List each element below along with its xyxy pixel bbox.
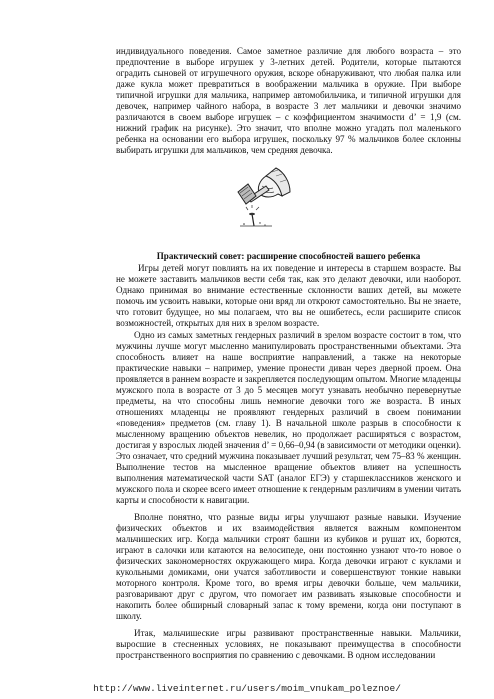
paragraph-play-skills: Вполне понятно, что разные виды игры улучшают разные навыки. Изучение физических объектов и их взаимодействия является важным компонентом мальчишеских игр. Когда мальчики строят башни из кубиков и рушат их, борются, играют в салочки или катаются на велосипеде, они постоянно узнают что-то новое о физических закономерностях окружающего мира. Когда девочки играют с куклами и кукольными домиками, они учатся заботливости и совершенствуют тонкие навыки моторного контроля. Кроме того, во время игры девочки больше, чем мальчики, разговаривают друг с другом, что помогает им развивать языковые способности и накопить более обширный словарный запас к тому времени, когда они поступают в школу. bbox=[116, 512, 461, 621]
source-url: http://www.liveinternet.ru/users/moim_vnukam_poleznoe/ bbox=[93, 683, 401, 694]
paragraph-boys-games: Итак, мальчишеские игры развивают пространственные навыки. Мальчики, выросшие в стесненных условиях, не показывают преимущества в способности пространственного восприятия по сравнению с девочками. В одном исследовании bbox=[116, 628, 461, 660]
paragraph-spatial-ability: Одно из самых заметных гендерных различий в зрелом возрасте состоит в том, что мужчины лучше могут мысленно манипулировать пространственными объектами. Эта способность влияет на наше восприятие направлений, а также на некоторые практические навыки – например, умение пронести диван через дверной проем. Она проявляется в раннем возрасте и закрепляется последующим опытом. Многие младенцы мужского пола в возрасте от 3 до 5 месяцев могут узнавать необычно перевернутые предметы, на что способны лишь немногие девочки того же возраста. В иных отношениях младенцы не проявляют гендерных различий в своем понимании «поведения» предметов (см. главу 1). В начальной школе разрыв в способности к мысленному вращению объектов невелик, но продолжает расширяться с возрастом, достигая у взрослых людей значения d’ = 0,66–0,94 (в зависимости от методики оценки). Это означает, что средний мужчина показывает лучший результат, чем 75–83 % женщин. Выполнение тестов на мысленное вращение объектов влияет на успешность выполнения математической части SAT (аналог ЕГЭ) у старшеклассников женского и мужского пола и скорее всего имеет отношение к гендерным различиям в умении читать карты и способности к навигации. bbox=[116, 330, 461, 505]
advice-paragraph: Игры детей могут повлиять на их поведение и интересы в старшем возрасте. Вы не можете заставить мальчиков вести себя так, как это делают девочки, или наоборот. Однако принимая во внимание естественные склонности ваших детей, вы можете помочь им усвоить навыки, которые они вряд ли откроют самостоятельно. Вы не знаете, что готовит будущее, но мы полагаем, что вы не ошибетесь, если расширите список возможностей, открытых для них в зрелом возрасте. bbox=[116, 263, 461, 328]
paragraph-toys-preference: индивидуального поведения. Самое заметное различие для любого возраста – это предпочтение в выборе игрушек у 3-летних детей. Родители, которые пытаются оградить сыновей от игрушечного оружия, вскоре обнаруживают, что любая палка или даже кукла может превратиться в воображении мальчика в оружие. При выборе типичной игрушки для мальчика, например автомобильчика, и типичной игрушки для девочек, например чайного набора, в возрасте 3 лет мальчики и девочки значимо различаются в своем выборе игрушек – с коэффициентом значимости d’ = 1,9 (см. нижний график на рисунке). Это значит, что вполне можно угадать пол маленького ребенка на основании его выбора игрушек, поскольку 97 % мальчиков более склонны выбирать игрушки для мальчиков, чем средняя девочка. bbox=[116, 46, 461, 155]
practical-advice-box bbox=[116, 251, 461, 329]
hammer-illustration bbox=[232, 166, 292, 234]
main-section bbox=[116, 330, 461, 661]
intro-section bbox=[116, 46, 461, 156]
hammer-icon bbox=[232, 166, 292, 234]
advice-title: Практический совет: расширение способностей вашего ребенка bbox=[156, 251, 421, 261]
